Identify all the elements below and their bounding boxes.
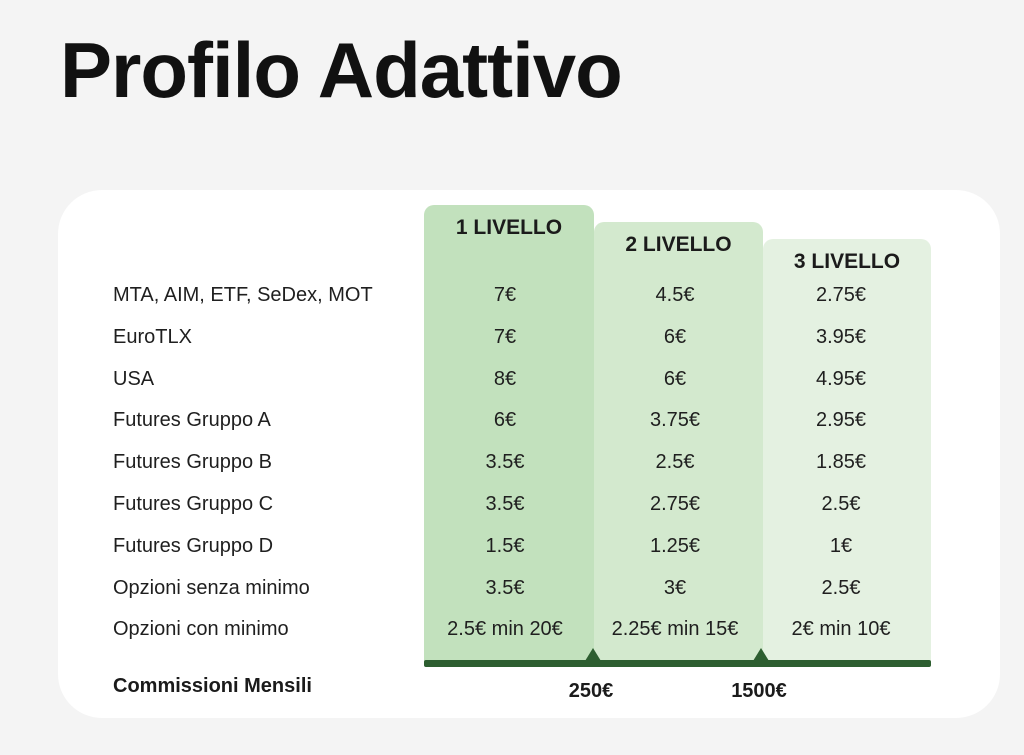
level-1-price: 3.5€ [485,493,525,515]
level-2-price: 2.5€ [655,451,695,473]
threshold-marker-1-icon [585,648,601,661]
level-3-price: 1€ [829,535,853,557]
level-1-price: 2.5€ min 20€ [447,618,563,640]
level-3-price: 2.5€ [821,493,861,515]
level-2-price: 3.75€ [649,409,701,431]
threshold-value-2: 1500€ [731,680,787,702]
level-2-price: 2.25€ min 15€ [611,618,739,640]
row-label: MTA, AIM, ETF, SeDex, MOT [113,284,373,306]
level-1-price: 7€ [493,326,517,348]
level-3-price: 2€ min 10€ [791,618,891,640]
level-1-price: 1.5€ [485,535,525,557]
tier-progress-bar [424,660,931,667]
row-label: Futures Gruppo D [113,535,274,557]
row-label: Futures Gruppo B [113,451,272,473]
threshold-marker-2-icon [753,648,769,661]
monthly-fees-label: Commissioni Mensili [113,675,312,697]
level-3-price: 2.95€ [815,409,867,431]
row-label: Opzioni senza minimo [113,577,310,599]
level-1-price: 8€ [493,368,517,390]
level-1-price: 3.5€ [485,577,525,599]
level-3-header: 3 LIVELLO [793,250,901,273]
row-label: Opzioni con minimo [113,618,289,640]
level-3-price: 4.95€ [815,368,867,390]
row-label: EuroTLX [113,326,192,348]
level-3-price: 3.95€ [815,326,867,348]
level-2-price: 2.75€ [649,493,701,515]
level-1-header: 1 LIVELLO [455,216,563,239]
level-3-price: 2.5€ [821,577,861,599]
level-2-price: 6€ [663,368,687,390]
level-2-price: 3€ [663,577,687,599]
level-2-price: 1.25€ [649,535,701,557]
level-2-price: 4.5€ [655,284,695,306]
level-1-price: 6€ [493,409,517,431]
level-2-price: 6€ [663,326,687,348]
level-1-price: 7€ [493,284,517,306]
level-3-price: 1.85€ [815,451,867,473]
level-2-header: 2 LIVELLO [625,233,732,256]
level-1-price: 3.5€ [485,451,525,473]
row-label: USA [113,368,155,390]
threshold-value-1: 250€ [568,680,614,702]
level-3-price: 2.75€ [815,284,867,306]
page-title: Profilo Adattivo [60,26,622,114]
row-label: Futures Gruppo A [113,409,271,431]
row-label: Futures Gruppo C [113,493,274,515]
